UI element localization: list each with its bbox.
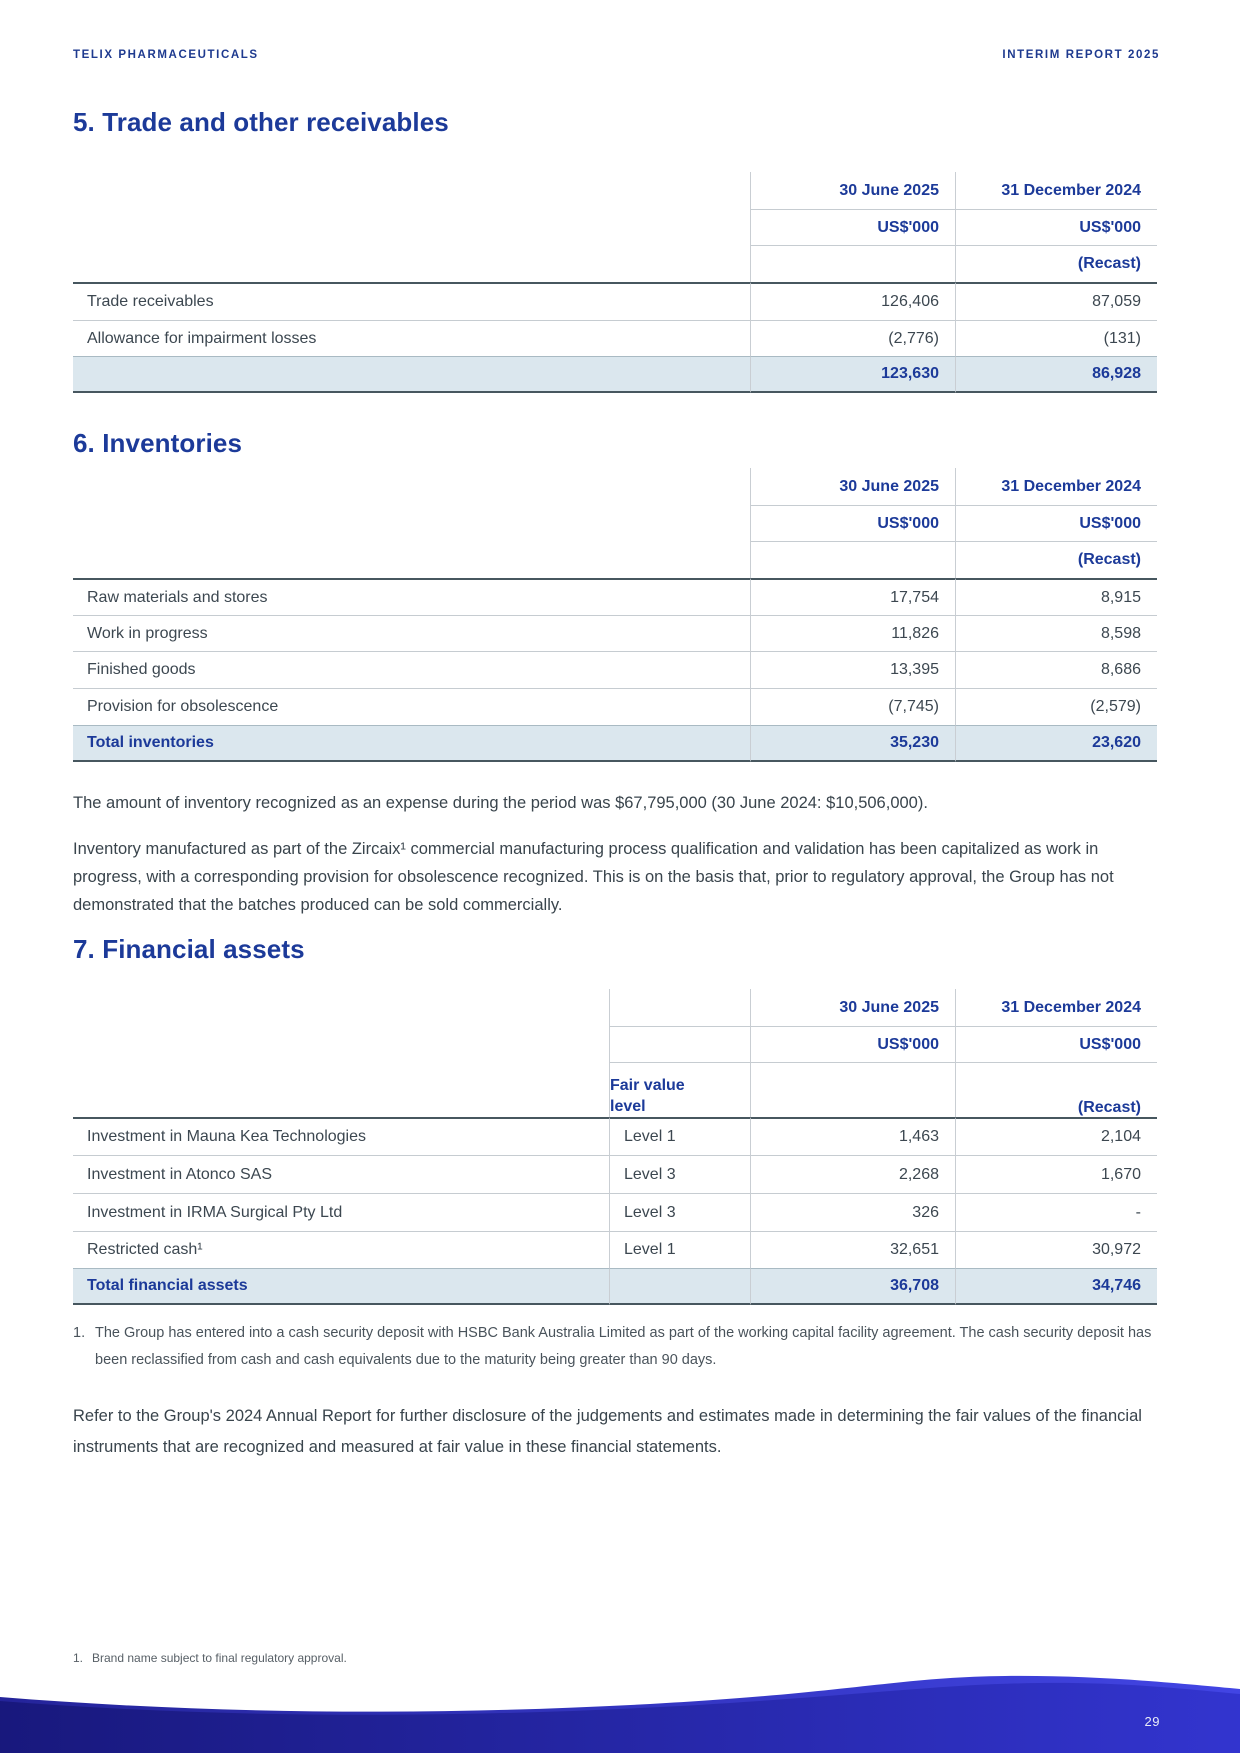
wave-graphic xyxy=(0,1643,1240,1753)
col-header-december: 31 December 2024 xyxy=(955,468,1157,506)
col-header-june: 30 June 2025 xyxy=(750,989,955,1027)
row-value: 32,651 xyxy=(750,1231,955,1268)
table-cell xyxy=(73,989,609,1027)
row-label: Trade receivables xyxy=(73,282,750,320)
row-value: 2,268 xyxy=(750,1155,955,1193)
section-title-financial-assets: 7. Financial assets xyxy=(73,934,305,964)
row-value: (2,776) xyxy=(750,320,955,356)
row-value: 126,406 xyxy=(750,282,955,320)
table-cell xyxy=(750,1063,955,1117)
row-level: Level 3 xyxy=(609,1193,750,1231)
recast-note: (Recast) xyxy=(955,1063,1157,1117)
row-value: 2,104 xyxy=(955,1117,1157,1155)
row-value: 8,686 xyxy=(955,651,1157,688)
footnote-marker: 1. xyxy=(73,1651,84,1665)
col-header-june: 30 June 2025 xyxy=(750,172,955,210)
table-cell xyxy=(73,1027,609,1063)
fair-value-line1: Fair value xyxy=(610,1077,685,1094)
row-level: Level 3 xyxy=(609,1155,750,1193)
total-value: 34,746 xyxy=(955,1268,1157,1305)
col-unit-december: US$'000 xyxy=(955,210,1157,246)
total-label xyxy=(73,356,750,393)
page-header xyxy=(73,49,1160,61)
row-value: 326 xyxy=(750,1193,955,1231)
row-label: Provision for obsolescence xyxy=(73,688,750,725)
row-value: 13,395 xyxy=(750,651,955,688)
header-company: TELIX PHARMACEUTICALS xyxy=(73,49,259,61)
inventories-table xyxy=(73,468,1157,762)
row-label: Allowance for impairment losses xyxy=(73,320,750,356)
row-value: (131) xyxy=(955,320,1157,356)
col-unit-december: US$'000 xyxy=(955,1027,1157,1063)
col-unit-june: US$'000 xyxy=(750,506,955,542)
total-value: 36,708 xyxy=(750,1268,955,1305)
row-value: 8,598 xyxy=(955,615,1157,651)
recast-note: (Recast) xyxy=(955,542,1157,578)
col-unit-june: US$'000 xyxy=(750,1027,955,1063)
footnote-text: Brand name subject to final regulatory approval. xyxy=(92,1651,347,1665)
col-header-december: 31 December 2024 xyxy=(955,172,1157,210)
paragraph-annual-report: Refer to the Group's 2024 Annual Report for further disclosure of the judgements and estimates made in determining the fair values of the financial instruments that are recognized and measured at fair value in these financial statements. xyxy=(73,1407,1142,1456)
table-cell xyxy=(73,246,750,282)
row-value: 1,463 xyxy=(750,1117,955,1155)
footnote-marker: 1. xyxy=(73,1325,86,1341)
table-cell xyxy=(73,172,750,210)
table-cell xyxy=(750,542,955,578)
row-level: Level 1 xyxy=(609,1231,750,1268)
row-label: Work in progress xyxy=(73,615,750,651)
total-value: 86,928 xyxy=(955,356,1157,393)
financial-assets-table xyxy=(73,989,1157,1305)
row-value: 8,915 xyxy=(955,578,1157,615)
row-label: Investment in IRMA Surgical Pty Ltd xyxy=(73,1193,609,1231)
row-label: Finished goods xyxy=(73,651,750,688)
footnote-text: The Group has entered into a cash security deposit with HSBC Bank Australia Limited as part of the working capital facility agreement. The cash security deposit has been reclassified from cash and cash equivalents due to the maturity being greater than 90 days. xyxy=(95,1325,1152,1368)
table-cell xyxy=(609,989,750,1027)
row-value: (2,579) xyxy=(955,688,1157,725)
recast-note: (Recast) xyxy=(955,246,1157,282)
total-value: 35,230 xyxy=(750,725,955,762)
row-label: Investment in Atonco SAS xyxy=(73,1155,609,1193)
row-label: Investment in Mauna Kea Technologies xyxy=(73,1117,609,1155)
fair-value-header xyxy=(609,1063,750,1117)
table-cell xyxy=(73,1063,609,1117)
total-value: 23,620 xyxy=(955,725,1157,762)
total-label: Total financial assets xyxy=(73,1268,609,1305)
table-cell xyxy=(73,542,750,578)
row-value: 17,754 xyxy=(750,578,955,615)
receivables-table xyxy=(73,172,1157,393)
table-cell xyxy=(750,246,955,282)
row-label: Restricted cash¹ xyxy=(73,1231,609,1268)
col-header-june: 30 June 2025 xyxy=(750,468,955,506)
row-value: 30,972 xyxy=(955,1231,1157,1268)
row-value: 1,670 xyxy=(955,1155,1157,1193)
col-unit-december: US$'000 xyxy=(955,506,1157,542)
header-report-title: INTERIM REPORT 2025 xyxy=(1002,49,1160,61)
table-cell xyxy=(609,1027,750,1063)
paragraph-inventory-expense: The amount of inventory recognized as an expense during the period was $67,795,000 (30 June 2024: $10,506,000). xyxy=(73,794,928,812)
col-unit-june: US$'000 xyxy=(750,210,955,246)
row-value: 11,826 xyxy=(750,615,955,651)
page-number: 29 xyxy=(1144,1714,1160,1729)
paragraph-zircaix: Inventory manufactured as part of the Zircaix¹ commercial manufacturing process qualification and validation has been capitalized as work in progress, with a corresponding provision for obsolescence recognized. This is on the basis that, prior to regulatory approval, the Group has not demonstrated that the batches produced can be sold commercially. xyxy=(73,840,1114,914)
section-title-receivables: 5. Trade and other receivables xyxy=(73,107,449,137)
total-label: Total inventories xyxy=(73,725,750,762)
table-cell xyxy=(609,1268,750,1305)
footer-wave xyxy=(0,1643,1240,1753)
row-value: (7,745) xyxy=(750,688,955,725)
row-level: Level 1 xyxy=(609,1117,750,1155)
total-value: 123,630 xyxy=(750,356,955,393)
fair-value-line2: level xyxy=(610,1098,646,1115)
table-cell xyxy=(73,506,750,542)
table-cell xyxy=(73,468,750,506)
row-value: - xyxy=(955,1193,1157,1231)
table-cell xyxy=(73,210,750,246)
section-title-inventories: 6. Inventories xyxy=(73,428,243,458)
col-header-december: 31 December 2024 xyxy=(955,989,1157,1027)
row-label: Raw materials and stores xyxy=(73,578,750,615)
financial-assets-footnote xyxy=(73,1320,1160,1374)
row-value: 87,059 xyxy=(955,282,1157,320)
